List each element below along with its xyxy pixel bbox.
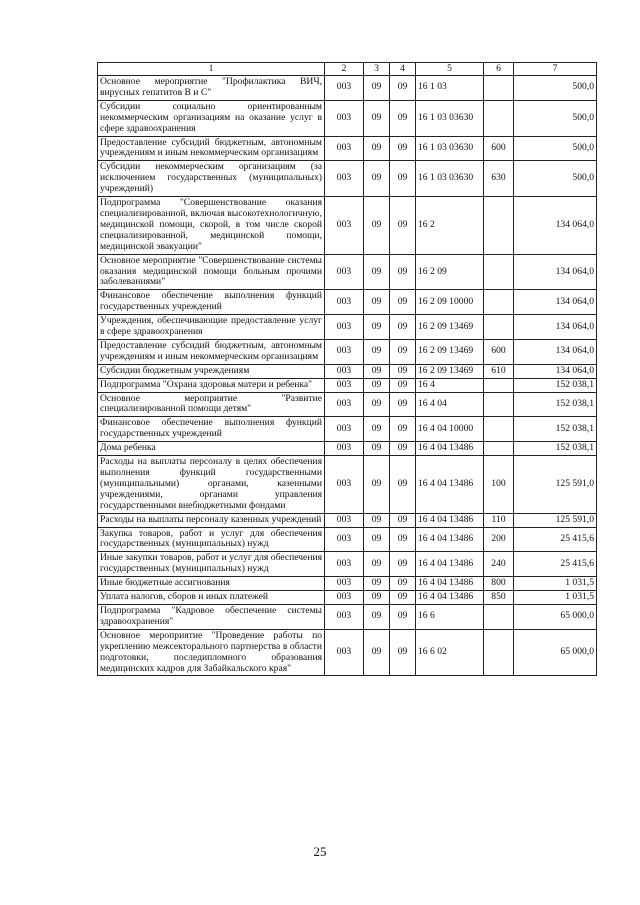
expense-type-code — [484, 315, 514, 340]
column-header: 2 — [325, 63, 364, 76]
expense-type-code: 100 — [484, 456, 514, 514]
admin-code: 003 — [325, 364, 364, 378]
target-article-code: 16 4 04 13486 — [416, 527, 484, 552]
page-number: 25 — [313, 844, 327, 859]
section-code: 09 — [364, 577, 390, 591]
section-code: 09 — [364, 392, 390, 417]
expense-type-code: 600 — [484, 339, 514, 364]
section-code: 09 — [364, 76, 390, 101]
admin-code: 003 — [325, 315, 364, 340]
admin-code: 003 — [325, 254, 364, 290]
row-label: Основное мероприятие "Проведение работы по укреплению межсекторального партнерства в области подготовки, последипломного образования медицинских кадров для Забайкальского края" — [98, 629, 325, 676]
amount-cell: 65 000,0 — [514, 604, 597, 629]
subsection-code: 09 — [390, 629, 416, 676]
table-row — [98, 100, 597, 136]
target-article-code: 16 2 09 13469 — [416, 339, 484, 364]
target-article-code: 16 4 04 13486 — [416, 552, 484, 577]
row-label: Иные закупки товаров, работ и услуг для обеспечения государственных (муниципальных) нужд — [98, 552, 325, 577]
expense-type-code — [484, 442, 514, 456]
table-row — [98, 591, 597, 605]
amount-cell: 25 415,6 — [514, 552, 597, 577]
table-row — [98, 417, 597, 442]
subsection-code: 09 — [390, 577, 416, 591]
admin-code: 003 — [325, 161, 364, 197]
amount-cell: 134 064,0 — [514, 315, 597, 340]
table-row — [98, 629, 597, 676]
admin-code: 003 — [325, 339, 364, 364]
table-row — [98, 392, 597, 417]
target-article-code: 16 1 03 03630 — [416, 100, 484, 136]
expense-type-code — [484, 197, 514, 255]
section-code: 09 — [364, 604, 390, 629]
admin-code: 003 — [325, 290, 364, 315]
amount-cell: 1 031,5 — [514, 591, 597, 605]
expense-type-code — [484, 378, 514, 392]
expense-type-code — [484, 629, 514, 676]
table-row — [98, 577, 597, 591]
target-article-code: 16 4 04 10000 — [416, 417, 484, 442]
expense-type-code: 110 — [484, 513, 514, 527]
subsection-code: 09 — [390, 290, 416, 315]
column-header: 3 — [364, 63, 390, 76]
amount-cell: 500,0 — [514, 76, 597, 101]
table-body — [98, 76, 597, 676]
section-code: 09 — [364, 161, 390, 197]
amount-cell: 134 064,0 — [514, 339, 597, 364]
subsection-code: 09 — [390, 513, 416, 527]
row-label: Предоставление субсидий бюджетным, автономным учреждениям и иным некоммерческим организациям — [98, 136, 325, 161]
section-code: 09 — [364, 552, 390, 577]
target-article-code: 16 2 09 13469 — [416, 315, 484, 340]
section-code: 09 — [364, 254, 390, 290]
column-header: 1 — [98, 63, 325, 76]
section-code: 09 — [364, 527, 390, 552]
row-label: Подпрограмма "Охрана здоровья матери и ребенка" — [98, 378, 325, 392]
target-article-code: 16 6 02 — [416, 629, 484, 676]
admin-code: 003 — [325, 417, 364, 442]
table-row — [98, 197, 597, 255]
section-code: 09 — [364, 136, 390, 161]
amount-cell: 1 031,5 — [514, 577, 597, 591]
admin-code: 003 — [325, 456, 364, 514]
admin-code: 003 — [325, 197, 364, 255]
amount-cell: 134 064,0 — [514, 254, 597, 290]
table-row — [98, 290, 597, 315]
table-row — [98, 254, 597, 290]
section-code: 09 — [364, 100, 390, 136]
row-label: Расходы на выплаты персоналу казенных учреждений — [98, 513, 325, 527]
subsection-code: 09 — [390, 100, 416, 136]
subsection-code: 09 — [390, 417, 416, 442]
amount-cell: 125 591,0 — [514, 456, 597, 514]
table-row — [98, 339, 597, 364]
budget-table — [97, 62, 597, 676]
target-article-code: 16 4 04 13486 — [416, 456, 484, 514]
admin-code: 003 — [325, 136, 364, 161]
target-article-code: 16 4 — [416, 378, 484, 392]
target-article-code: 16 2 09 10000 — [416, 290, 484, 315]
admin-code: 003 — [325, 527, 364, 552]
expense-type-code — [484, 254, 514, 290]
subsection-code: 09 — [390, 442, 416, 456]
table-row — [98, 76, 597, 101]
amount-cell: 500,0 — [514, 136, 597, 161]
column-header: 7 — [514, 63, 597, 76]
target-article-code: 16 2 09 — [416, 254, 484, 290]
subsection-code: 09 — [390, 456, 416, 514]
admin-code: 003 — [325, 629, 364, 676]
amount-cell: 134 064,0 — [514, 364, 597, 378]
column-header: 5 — [416, 63, 484, 76]
subsection-code: 09 — [390, 552, 416, 577]
row-label: Подпрограмма "Совершенствование оказания специализированной, включая высокотехнологичную, медицинской помощи, скорой, в том числе скорой специализированной, медицинской помощи, медицинской эвакуации" — [98, 197, 325, 255]
table-row — [98, 136, 597, 161]
section-code: 09 — [364, 339, 390, 364]
amount-cell: 152 038,1 — [514, 392, 597, 417]
target-article-code: 16 4 04 — [416, 392, 484, 417]
table-row — [98, 604, 597, 629]
subsection-code: 09 — [390, 392, 416, 417]
row-label: Закупка товаров, работ и услуг для обеспечения государственных (муниципальных) нужд — [98, 527, 325, 552]
admin-code: 003 — [325, 513, 364, 527]
section-code: 09 — [364, 197, 390, 255]
table-row — [98, 364, 597, 378]
section-code: 09 — [364, 364, 390, 378]
expense-type-code: 200 — [484, 527, 514, 552]
subsection-code: 09 — [390, 76, 416, 101]
admin-code: 003 — [325, 392, 364, 417]
section-code: 09 — [364, 442, 390, 456]
expense-type-code — [484, 392, 514, 417]
row-label: Основное мероприятие "Совершенствование системы оказания медицинской помощи больным прочими заболеваниями" — [98, 254, 325, 290]
row-label: Дома ребенка — [98, 442, 325, 456]
subsection-code: 09 — [390, 364, 416, 378]
target-article-code: 16 1 03 03630 — [416, 136, 484, 161]
target-article-code: 16 4 04 13486 — [416, 591, 484, 605]
column-header: 6 — [484, 63, 514, 76]
target-article-code: 16 4 04 13486 — [416, 577, 484, 591]
subsection-code: 09 — [390, 254, 416, 290]
admin-code: 003 — [325, 577, 364, 591]
expense-type-code — [484, 417, 514, 442]
target-article-code: 16 2 09 13469 — [416, 364, 484, 378]
expense-type-code: 600 — [484, 136, 514, 161]
target-article-code: 16 1 03 — [416, 76, 484, 101]
table-row — [98, 513, 597, 527]
amount-cell: 152 038,1 — [514, 417, 597, 442]
subsection-code: 09 — [390, 339, 416, 364]
admin-code: 003 — [325, 591, 364, 605]
admin-code: 003 — [325, 442, 364, 456]
table-row — [98, 161, 597, 197]
row-label: Основное мероприятие "Развитие специализированной помощи детям" — [98, 392, 325, 417]
subsection-code: 09 — [390, 591, 416, 605]
row-label: Расходы на выплаты персоналу в целях обеспечения выполнения функций государственными (муниципальными) органами, казенными учреждениями, органами управления государственными внебюджетными фондами — [98, 456, 325, 514]
subsection-code: 09 — [390, 197, 416, 255]
admin-code: 003 — [325, 378, 364, 392]
row-label: Иные бюджетные ассигнования — [98, 577, 325, 591]
header-row — [98, 63, 597, 76]
row-label: Уплата налогов, сборов и иных платежей — [98, 591, 325, 605]
expense-type-code: 800 — [484, 577, 514, 591]
section-code: 09 — [364, 417, 390, 442]
expense-type-code — [484, 604, 514, 629]
admin-code: 003 — [325, 76, 364, 101]
subsection-code: 09 — [390, 136, 416, 161]
row-label: Предоставление субсидий бюджетным, автономным учреждениям и иным некоммерческим организациям — [98, 339, 325, 364]
subsection-code: 09 — [390, 315, 416, 340]
amount-cell: 65 000,0 — [514, 629, 597, 676]
row-label: Подпрограмма "Кадровое обеспечение системы здравоохранения" — [98, 604, 325, 629]
target-article-code: 16 2 — [416, 197, 484, 255]
table-row — [98, 527, 597, 552]
expense-type-code: 630 — [484, 161, 514, 197]
amount-cell: 25 415,6 — [514, 527, 597, 552]
expense-type-code — [484, 100, 514, 136]
subsection-code: 09 — [390, 604, 416, 629]
expense-type-code: 610 — [484, 364, 514, 378]
amount-cell: 500,0 — [514, 161, 597, 197]
amount-cell: 134 064,0 — [514, 290, 597, 315]
admin-code: 003 — [325, 552, 364, 577]
target-article-code: 16 4 04 13486 — [416, 513, 484, 527]
subsection-code: 09 — [390, 527, 416, 552]
section-code: 09 — [364, 629, 390, 676]
row-label: Основное мероприятие "Профилактика ВИЧ, вирусных гепатитов В и С" — [98, 76, 325, 101]
amount-cell: 152 038,1 — [514, 442, 597, 456]
section-code: 09 — [364, 591, 390, 605]
expense-type-code: 850 — [484, 591, 514, 605]
admin-code: 003 — [325, 100, 364, 136]
amount-cell: 134 064,0 — [514, 197, 597, 255]
expense-type-code: 240 — [484, 552, 514, 577]
column-header: 4 — [390, 63, 416, 76]
expense-type-code — [484, 76, 514, 101]
amount-cell: 125 591,0 — [514, 513, 597, 527]
section-code: 09 — [364, 290, 390, 315]
section-code: 09 — [364, 513, 390, 527]
row-label: Финансовое обеспечение выполнения функций государственных учреждений — [98, 290, 325, 315]
table-row — [98, 378, 597, 392]
table-row — [98, 552, 597, 577]
amount-cell: 500,0 — [514, 100, 597, 136]
table-row — [98, 456, 597, 514]
admin-code: 003 — [325, 604, 364, 629]
target-article-code: 16 4 04 13486 — [416, 442, 484, 456]
expense-type-code — [484, 290, 514, 315]
amount-cell: 152 038,1 — [514, 378, 597, 392]
section-code: 09 — [364, 378, 390, 392]
section-code: 09 — [364, 456, 390, 514]
table-row — [98, 442, 597, 456]
table-row — [98, 315, 597, 340]
target-article-code: 16 1 03 03630 — [416, 161, 484, 197]
section-code: 09 — [364, 315, 390, 340]
row-label: Финансовое обеспечение выполнения функций государственных учреждений — [98, 417, 325, 442]
row-label: Субсидии бюджетным учреждениям — [98, 364, 325, 378]
row-label: Субсидии некоммерческим организациям (за исключением государственных (муниципальных) учреждений) — [98, 161, 325, 197]
target-article-code: 16 6 — [416, 604, 484, 629]
row-label: Учреждения, обеспечивающие предоставление услуг в сфере здравоохранения — [98, 315, 325, 340]
subsection-code: 09 — [390, 378, 416, 392]
subsection-code: 09 — [390, 161, 416, 197]
row-label: Субсидии социально ориентированным некоммерческим организациям на оказание услуг в сфере здравоохранения — [98, 100, 325, 136]
